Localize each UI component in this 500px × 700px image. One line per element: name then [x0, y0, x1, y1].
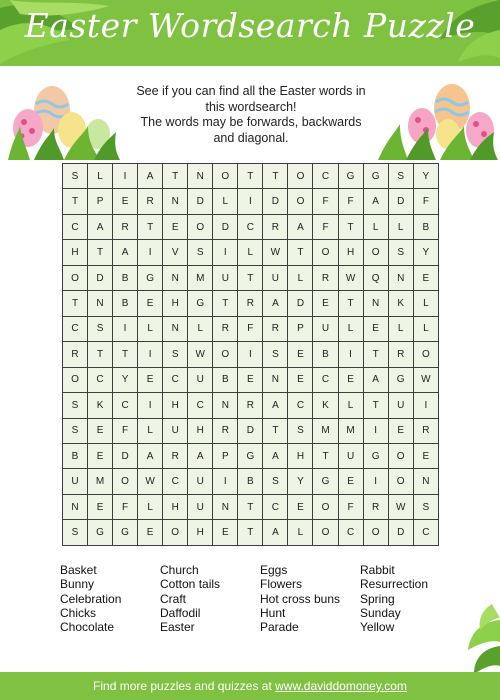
grid-cell[interactable]: N — [63, 494, 88, 519]
grid-cell[interactable]: U — [63, 469, 88, 494]
grid-row — [63, 443, 439, 468]
grid-cell[interactable]: S — [88, 316, 113, 341]
grid-cell[interactable]: M — [88, 469, 113, 494]
grid-row — [63, 265, 439, 290]
grid-cell[interactable]: R — [413, 418, 438, 443]
grid-cell[interactable]: O — [388, 443, 413, 468]
grid-cell[interactable]: M — [313, 418, 338, 443]
grid-cell[interactable]: E — [288, 342, 313, 367]
grid-cell[interactable]: T — [313, 443, 338, 468]
grid-cell[interactable]: I — [238, 342, 263, 367]
grid-cell[interactable]: I — [363, 469, 388, 494]
grid-cell[interactable]: W — [413, 367, 438, 392]
grid-row — [63, 494, 439, 519]
grid-cell[interactable]: K — [388, 291, 413, 316]
grid-cell[interactable]: A — [88, 214, 113, 239]
grid-cell[interactable]: W — [188, 342, 213, 367]
grid-cell[interactable]: E — [363, 316, 388, 341]
grid-cell[interactable]: B — [213, 367, 238, 392]
grid-cell[interactable]: I — [413, 393, 438, 418]
grid-cell[interactable]: N — [188, 164, 213, 189]
grid-cell[interactable]: D — [188, 189, 213, 214]
grid-cell[interactable]: L — [413, 291, 438, 316]
grid-cell[interactable]: B — [413, 214, 438, 239]
grid-cell[interactable]: O — [388, 469, 413, 494]
grid-cell[interactable]: R — [163, 443, 188, 468]
word-column — [160, 563, 260, 634]
grid-cell[interactable]: N — [163, 316, 188, 341]
grid-cell[interactable]: H — [188, 418, 213, 443]
word-item: Cotton tails — [160, 577, 221, 592]
grid-cell[interactable]: P — [288, 316, 313, 341]
grid-cell[interactable]: U — [313, 316, 338, 341]
grid-cell[interactable]: C — [338, 520, 363, 546]
word-item: Sunday — [360, 605, 401, 620]
word-item: Craft — [160, 591, 187, 606]
word-item: Hot cross buns — [260, 591, 341, 606]
grid-cell[interactable]: I — [138, 342, 163, 367]
grid-cell[interactable]: E — [413, 443, 438, 468]
grid-cell[interactable]: T — [238, 520, 263, 546]
grid-cell[interactable]: E — [138, 367, 163, 392]
word-item: Chicks — [60, 605, 97, 620]
easter-egg-icon — [4, 76, 124, 160]
grid-cell[interactable]: R — [63, 342, 88, 367]
grid-cell[interactable]: L — [338, 393, 363, 418]
grid-cell[interactable]: L — [363, 214, 388, 239]
grid-cell[interactable]: C — [413, 520, 438, 546]
grid-cell[interactable]: N — [88, 291, 113, 316]
grid-cell[interactable]: E — [138, 520, 163, 546]
grid-cell[interactable]: N — [388, 265, 413, 290]
grid-cell[interactable]: Y — [113, 367, 138, 392]
grid-cell[interactable]: I — [138, 393, 163, 418]
grid-cell[interactable]: E — [338, 469, 363, 494]
word-item: Church — [160, 563, 199, 577]
grid-cell[interactable]: F — [413, 189, 438, 214]
grid-cell[interactable]: T — [88, 342, 113, 367]
grid-cell[interactable]: F — [338, 189, 363, 214]
grid-cell[interactable]: L — [138, 418, 163, 443]
word-item: Bunny — [60, 577, 95, 592]
grid-cell[interactable]: I — [213, 469, 238, 494]
grid-cell[interactable]: E — [88, 418, 113, 443]
word-item: Chocolate — [60, 620, 115, 635]
grid-cell[interactable]: T — [338, 214, 363, 239]
grid-cell[interactable]: T — [338, 291, 363, 316]
leaf-icon — [430, 600, 500, 680]
grid-cell[interactable]: G — [363, 164, 388, 189]
grid-cell[interactable]: L — [188, 316, 213, 341]
grid-cell[interactable]: C — [88, 367, 113, 392]
grid-cell[interactable]: F — [113, 418, 138, 443]
word-column — [60, 563, 160, 634]
grid-cell[interactable]: G — [363, 443, 388, 468]
grid-cell[interactable]: S — [388, 164, 413, 189]
grid-cell[interactable]: M — [338, 418, 363, 443]
grid-cell[interactable]: O — [213, 164, 238, 189]
grid-cell[interactable]: A — [288, 214, 313, 239]
grid-cell[interactable]: K — [88, 393, 113, 418]
instructions — [120, 84, 382, 146]
grid-row — [63, 520, 439, 546]
grid-cell[interactable]: G — [113, 520, 138, 546]
grid-cell[interactable]: R — [138, 189, 163, 214]
grid-cell[interactable]: I — [113, 164, 138, 189]
grid-cell[interactable]: W — [263, 240, 288, 265]
grid-cell[interactable]: P — [88, 189, 113, 214]
grid-cell[interactable]: V — [163, 240, 188, 265]
grid-cell[interactable]: H — [63, 240, 88, 265]
grid-cell[interactable]: C — [163, 367, 188, 392]
grid-cell[interactable]: E — [288, 367, 313, 392]
grid-cell[interactable]: F — [113, 494, 138, 519]
grid-cell[interactable]: W — [138, 469, 163, 494]
grid-cell[interactable]: D — [388, 189, 413, 214]
grid-cell[interactable]: T — [63, 291, 88, 316]
grid-row — [63, 291, 439, 316]
grid-cell[interactable]: D — [288, 291, 313, 316]
grid-cell[interactable]: C — [263, 494, 288, 519]
grid-cell[interactable]: H — [163, 291, 188, 316]
grid-cell[interactable]: H — [163, 393, 188, 418]
grid-cell[interactable]: G — [238, 443, 263, 468]
grid-cell[interactable]: O — [113, 469, 138, 494]
grid-cell[interactable]: G — [138, 265, 163, 290]
grid-row — [63, 342, 439, 367]
footer-text: Find more puzzles and quizzes at — [93, 679, 276, 693]
grid-cell[interactable]: A — [263, 443, 288, 468]
grid-cell[interactable]: N — [163, 189, 188, 214]
grid-cell[interactable]: O — [313, 494, 338, 519]
grid-cell[interactable]: T — [163, 164, 188, 189]
grid-cell[interactable]: R — [113, 214, 138, 239]
word-item: Celebration — [60, 591, 122, 606]
grid-cell[interactable]: L — [413, 316, 438, 341]
grid-row — [63, 469, 439, 494]
grid-cell[interactable]: U — [163, 418, 188, 443]
instruction-line: and diagonal. — [213, 130, 289, 145]
grid-cell[interactable]: U — [338, 443, 363, 468]
grid-cell[interactable]: I — [213, 240, 238, 265]
grid-cell[interactable]: B — [313, 342, 338, 367]
grid-cell[interactable]: R — [213, 418, 238, 443]
grid-cell[interactable]: S — [63, 418, 88, 443]
grid-cell[interactable]: G — [388, 367, 413, 392]
footer-banner — [0, 672, 500, 700]
grid-cell[interactable]: T — [238, 265, 263, 290]
grid-row — [63, 240, 439, 265]
grid-cell[interactable]: C — [163, 469, 188, 494]
grid-cell[interactable]: S — [63, 393, 88, 418]
grid-cell[interactable]: E — [138, 291, 163, 316]
grid-cell[interactable]: F — [313, 189, 338, 214]
grid-cell[interactable]: S — [263, 469, 288, 494]
grid-cell[interactable]: F — [238, 316, 263, 341]
word-item: Resurrection — [360, 577, 429, 592]
grid-row — [63, 214, 439, 239]
grid-cell[interactable]: T — [238, 164, 263, 189]
word-item: Yellow — [360, 620, 395, 635]
grid-cell[interactable]: S — [388, 240, 413, 265]
grid-cell[interactable]: A — [263, 520, 288, 546]
grid-cell[interactable]: U — [188, 494, 213, 519]
word-item: Flowers — [260, 577, 303, 592]
grid-cell[interactable]: O — [313, 520, 338, 546]
grid-cell[interactable]: R — [313, 265, 338, 290]
grid-cell[interactable]: T — [213, 291, 238, 316]
word-item: Basket — [60, 563, 97, 577]
grid-cell[interactable]: U — [388, 393, 413, 418]
grid-row — [63, 393, 439, 418]
grid-cell[interactable]: O — [288, 164, 313, 189]
footer-link[interactable]: www.daviddomoney.com — [275, 679, 407, 693]
grid-cell[interactable]: O — [63, 367, 88, 392]
grid-cell[interactable]: U — [213, 265, 238, 290]
grid-cell[interactable]: L — [88, 164, 113, 189]
grid-row — [63, 367, 439, 392]
grid-cell[interactable]: L — [138, 316, 163, 341]
grid-cell[interactable]: T — [263, 164, 288, 189]
grid-cell[interactable]: C — [288, 393, 313, 418]
grid-cell[interactable]: I — [138, 240, 163, 265]
grid-cell[interactable]: A — [363, 367, 388, 392]
grid-cell[interactable]: E — [388, 418, 413, 443]
grid-cell[interactable]: A — [113, 240, 138, 265]
grid-cell[interactable]: A — [138, 164, 163, 189]
grid-cell[interactable]: T — [63, 189, 88, 214]
grid-cell[interactable]: N — [263, 367, 288, 392]
grid-cell[interactable]: S — [413, 494, 438, 519]
grid-cell[interactable]: A — [263, 291, 288, 316]
grid-cell[interactable]: C — [313, 164, 338, 189]
grid-cell[interactable]: T — [138, 214, 163, 239]
word-item: Hunt — [260, 605, 286, 620]
grid-cell[interactable]: E — [113, 189, 138, 214]
instruction-line: this wordsearch! — [205, 99, 297, 114]
grid-cell[interactable]: E — [338, 367, 363, 392]
grid-cell[interactable]: T — [288, 240, 313, 265]
grid-cell[interactable]: L — [338, 316, 363, 341]
word-list — [60, 563, 460, 634]
grid-cell[interactable]: E — [213, 520, 238, 546]
grid-cell[interactable]: I — [338, 342, 363, 367]
grid-cell[interactable]: R — [238, 393, 263, 418]
grid-cell[interactable]: L — [288, 520, 313, 546]
grid-cell[interactable]: C — [63, 214, 88, 239]
grid-cell[interactable]: S — [63, 520, 88, 546]
grid-cell[interactable]: Y — [288, 469, 313, 494]
grid-cell[interactable]: R — [388, 342, 413, 367]
grid-cell[interactable]: G — [313, 469, 338, 494]
grid-cell[interactable]: N — [413, 469, 438, 494]
grid-cell[interactable]: I — [113, 316, 138, 341]
grid-cell[interactable]: O — [413, 342, 438, 367]
grid-cell[interactable]: B — [113, 291, 138, 316]
grid-cell[interactable]: D — [213, 214, 238, 239]
grid-cell[interactable]: Y — [413, 240, 438, 265]
grid-cell[interactable]: S — [263, 342, 288, 367]
grid-row — [63, 189, 439, 214]
wordsearch-grid — [62, 163, 439, 546]
grid-cell[interactable]: T — [113, 342, 138, 367]
word-item: Rabbit — [360, 563, 395, 577]
grid-cell[interactable]: E — [238, 367, 263, 392]
grid-cell[interactable]: N — [363, 291, 388, 316]
grid-cell[interactable]: G — [88, 520, 113, 546]
grid-cell[interactable]: R — [263, 214, 288, 239]
grid-cell[interactable]: D — [113, 443, 138, 468]
grid-cell[interactable]: P — [213, 443, 238, 468]
grid-cell[interactable]: L — [238, 240, 263, 265]
grid-cell[interactable]: R — [263, 316, 288, 341]
grid-cell[interactable]: L — [388, 214, 413, 239]
grid-row — [63, 164, 439, 189]
grid-cell[interactable]: S — [63, 164, 88, 189]
grid-cell[interactable]: K — [313, 393, 338, 418]
grid-cell[interactable]: U — [188, 469, 213, 494]
grid-cell[interactable]: R — [213, 316, 238, 341]
grid-cell[interactable]: S — [163, 342, 188, 367]
grid-cell[interactable]: E — [163, 214, 188, 239]
grid-cell[interactable]: Q — [363, 265, 388, 290]
grid-cell[interactable]: S — [288, 418, 313, 443]
grid-cell[interactable]: D — [263, 189, 288, 214]
word-item: Daffodil — [160, 605, 201, 620]
instruction-line: See if you can find all the Easter words in — [136, 84, 366, 98]
grid-cell[interactable]: G — [188, 291, 213, 316]
grid-cell[interactable]: E — [313, 291, 338, 316]
grid-cell[interactable]: N — [213, 494, 238, 519]
grid-cell[interactable]: A — [138, 443, 163, 468]
grid-cell[interactable]: U — [188, 367, 213, 392]
grid-cell[interactable]: Y — [413, 164, 438, 189]
grid-cell[interactable]: W — [338, 265, 363, 290]
grid-cell[interactable]: E — [88, 443, 113, 468]
grid-cell[interactable]: O — [163, 520, 188, 546]
grid-cell[interactable]: H — [338, 240, 363, 265]
grid-cell[interactable]: O — [363, 520, 388, 546]
header-banner — [0, 0, 500, 66]
grid-cell[interactable]: T — [263, 418, 288, 443]
instruction-line: The words may be forwards, backwards — [140, 115, 362, 129]
grid-cell[interactable]: T — [363, 342, 388, 367]
grid-cell[interactable]: T — [363, 393, 388, 418]
grid-cell[interactable]: W — [388, 494, 413, 519]
grid-row — [63, 316, 439, 341]
grid-cell[interactable]: O — [363, 240, 388, 265]
grid-cell[interactable]: O — [188, 214, 213, 239]
grid-cell[interactable]: F — [338, 494, 363, 519]
word-item: Easter — [160, 620, 195, 635]
grid-cell[interactable]: N — [213, 393, 238, 418]
grid-cell[interactable]: A — [363, 189, 388, 214]
grid-cell[interactable]: H — [163, 494, 188, 519]
grid-cell[interactable]: A — [263, 393, 288, 418]
grid-cell[interactable]: A — [188, 443, 213, 468]
grid-cell[interactable]: B — [238, 469, 263, 494]
grid-cell[interactable]: H — [188, 520, 213, 546]
grid-cell[interactable]: O — [63, 265, 88, 290]
grid-cell[interactable]: G — [338, 164, 363, 189]
grid-cell[interactable]: O — [288, 189, 313, 214]
grid-cell[interactable]: D — [238, 418, 263, 443]
page-title: Easter Wordsearch Puzzle — [24, 6, 476, 45]
grid-cell[interactable]: D — [88, 265, 113, 290]
grid-cell[interactable]: N — [163, 265, 188, 290]
grid-cell[interactable]: E — [413, 265, 438, 290]
grid-cell[interactable]: E — [88, 494, 113, 519]
grid-cell[interactable]: T — [88, 240, 113, 265]
grid-cell[interactable]: C — [113, 393, 138, 418]
grid-cell[interactable]: C — [63, 316, 88, 341]
grid-cell[interactable]: O — [313, 240, 338, 265]
grid-cell[interactable]: U — [263, 265, 288, 290]
grid-cell[interactable]: R — [238, 291, 263, 316]
grid-cell[interactable]: M — [188, 265, 213, 290]
grid-cell[interactable]: L — [138, 494, 163, 519]
word-item: Spring — [360, 591, 395, 606]
grid-cell[interactable]: B — [113, 265, 138, 290]
grid-cell[interactable]: L — [213, 189, 238, 214]
grid-cell[interactable]: S — [188, 240, 213, 265]
grid-cell[interactable]: B — [63, 443, 88, 468]
grid-cell[interactable]: E — [288, 494, 313, 519]
grid-cell[interactable]: T — [238, 494, 263, 519]
grid-cell[interactable]: C — [188, 393, 213, 418]
grid-cell[interactable]: I — [363, 418, 388, 443]
grid-cell[interactable]: L — [388, 316, 413, 341]
grid-cell[interactable]: D — [388, 520, 413, 546]
easter-egg-icon — [378, 76, 498, 160]
grid-cell[interactable]: C — [313, 367, 338, 392]
word-item: Eggs — [260, 563, 288, 577]
grid-cell[interactable]: L — [288, 265, 313, 290]
grid-cell[interactable]: I — [238, 189, 263, 214]
grid-row — [63, 418, 439, 443]
grid-cell[interactable]: H — [288, 443, 313, 468]
word-column — [260, 563, 360, 634]
grid-cell[interactable]: C — [238, 214, 263, 239]
grid-cell[interactable]: F — [313, 214, 338, 239]
word-item: Parade — [260, 620, 299, 635]
grid-cell[interactable]: O — [213, 342, 238, 367]
grid-cell[interactable]: R — [363, 494, 388, 519]
